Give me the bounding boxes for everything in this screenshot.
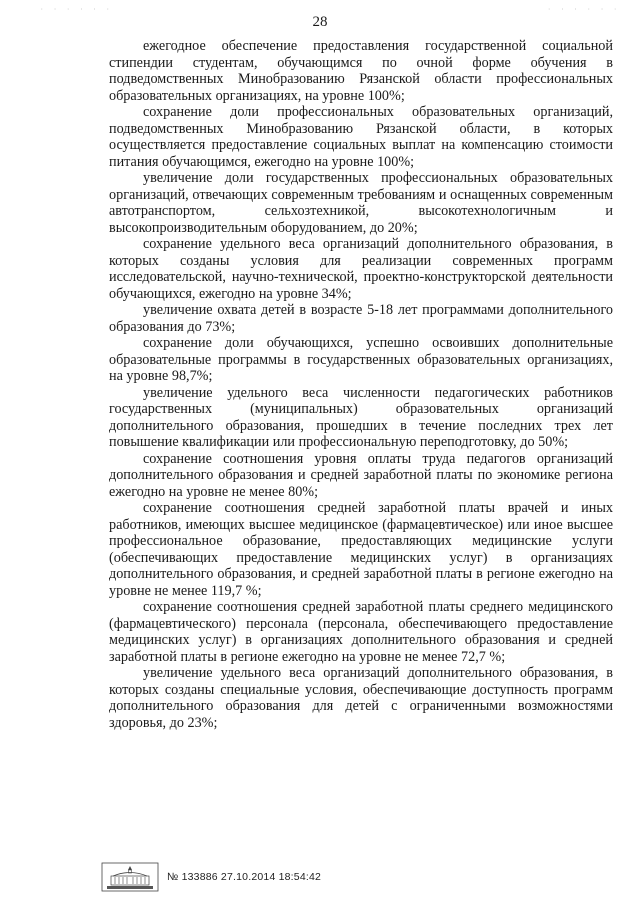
paragraph: сохранение соотношения средней заработной платы врачей и иных работников, имеющих высшее медицинское (фармацевтическое) или иное высшее профессиональное образование, предоставляющих медицинские услуги (обеспечивающих предоставление медицинских услуг) в организациях дополнительного образования, и средней заработной платы в регионе ежегодно на уровне не менее 119,7 %; (109, 500, 613, 599)
document-body (109, 38, 613, 731)
paragraph: сохранение соотношения средней заработной платы среднего медицинского (фармацевтического) персонала (персонала, обеспечивающего предоставление медицинских услуг) в организациях дополнительного образования и средней заработной платы в регионе ежегодно на уровне не менее 72,7 %; (109, 599, 613, 665)
page-number: 28 (312, 14, 328, 30)
paragraph: ежегодное обеспечение предоставления государственной социальной стипендии студентам, обучающимся по очной форме обучения в подведомственных Минобразованию Рязанской области профессиональных образовательных организациях, на уровне 100%; (109, 38, 613, 104)
paragraph: увеличение охвата детей в возрасте 5-18 лет программами дополнительного образования до 73%; (109, 302, 613, 335)
document-registration-id: № 133886 27.10.2014 18:54:42 (167, 871, 322, 883)
paragraph: сохранение доли профессиональных образовательных организаций, подведомственных Минобразованию Рязанской области, в которых осуществляется предоставление социальных выплат на компенсацию стоимости питания обучающимся, ежегодно на уровне 100%; (109, 104, 613, 170)
paragraph: сохранение удельного веса организаций дополнительного образования, в которых созданы условия для реализации современных программ исследовательской, научно-технической, проектно-конструкторской деятельности обучающихся, ежегодно на уровне 34%; (109, 236, 613, 302)
building-stamp-icon (101, 862, 159, 892)
scan-marks-right: · · · · · · (547, 6, 620, 13)
scan-marks-left: · · · · · · (40, 6, 113, 13)
paragraph: сохранение доли обучающихся, успешно освоивших дополнительные образовательные программы в государственных образовательных организациях, на уровне 98,7%; (109, 335, 613, 384)
paragraph: сохранение соотношения уровня оплаты труда педагогов организаций дополнительного образования и средней заработной платы по экономике региона ежегодно на уровне не менее 80%; (109, 450, 613, 500)
paragraph: увеличение удельного веса численности педагогических работников государственных (муниципальных) образовательных организаций дополнительного образования, прошедших в течение последних трех лет повышение квалификации или профессиональную переподготовку, до 50%; (109, 384, 613, 450)
paragraph: увеличение доли государственных профессиональных образовательных организаций, отвечающих современным требованиям и оснащенных современным автотранспортом, сельхозтехникой, высокотехнологичным и высокопроизводительным оборудованием, до 20%; (109, 170, 613, 236)
document-footer (101, 862, 321, 892)
paragraph: увеличение удельного веса организаций дополнительного образования, в которых созданы специальные условия, обеспечивающие доступность программ дополнительного образования для детей с ограниченными возможностями здоровья, до 23%; (109, 665, 613, 731)
